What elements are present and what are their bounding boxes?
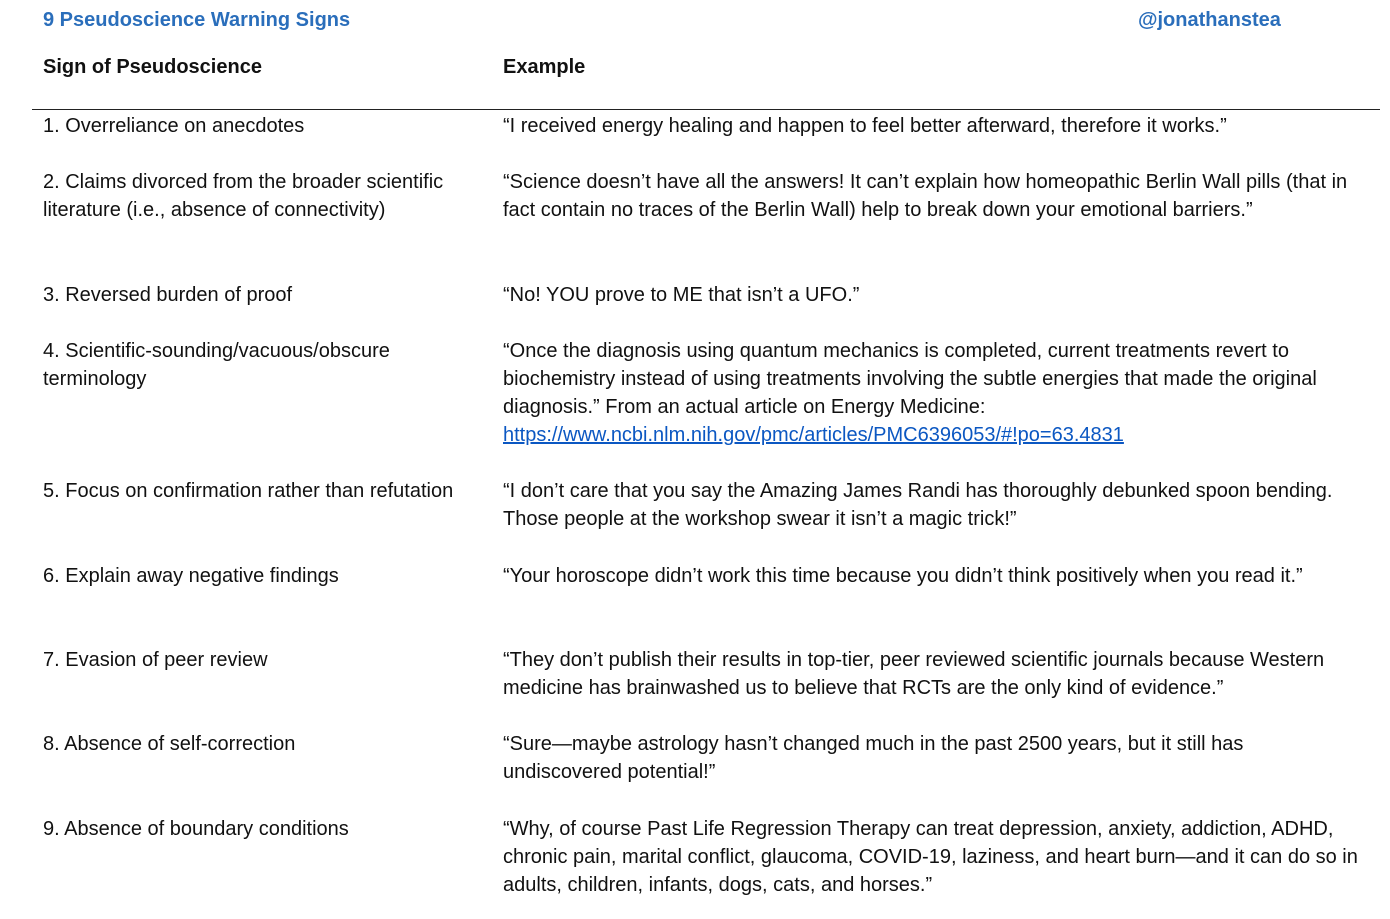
sign-cell: 4. Scientific-sounding/vacuous/obscure terminology [43, 340, 390, 390]
sign-cell: 7. Evasion of peer review [43, 649, 268, 671]
sign-cell: 1. Overreliance on anecdotes [43, 115, 305, 137]
example-cell: “No! YOU prove to ME that isn’t a UFO.” [503, 284, 860, 306]
author-handle: @jonathanstea [1138, 9, 1281, 31]
column-header-sign: Sign of Pseudoscience [43, 56, 262, 78]
energy-medicine-article-link[interactable]: https://www.ncbi.nlm.nih.gov/pmc/articles/PMC6396053/#!po=63.4831 [503, 424, 1124, 446]
example-cell: “I don’t care that you say the Amazing James Randi has thoroughly debunked spoon bending. Those people at the workshop swear it isn’t a magic trick!” [503, 480, 1333, 530]
sign-cell: 8. Absence of self-correction [43, 733, 296, 755]
page-title: 9 Pseudoscience Warning Signs [43, 9, 351, 31]
sign-cell: 6. Explain away negative findings [43, 565, 339, 587]
example-cell: “Science doesn’t have all the answers! It can’t explain how homeopathic Berlin Wall pills (that in fact contain no traces of the Berlin Wall) help to break down your emotional barriers.” [503, 171, 1348, 221]
sign-cell: 3. Reversed burden of proof [43, 284, 293, 306]
header-rule [32, 109, 1380, 110]
example-cell: “Sure—maybe astrology hasn’t changed much in the past 2500 years, but it still has undiscovered potential!” [503, 733, 1244, 783]
example-cell: “Your horoscope didn’t work this time because you didn’t think positively when you read it.” [503, 565, 1303, 587]
example-cell [503, 337, 1363, 449]
sign-cell: 9. Absence of boundary conditions [43, 818, 349, 840]
sign-cell: 2. Claims divorced from the broader scientific literature (i.e., absence of connectivity) [43, 171, 444, 221]
example-cell: “They don’t publish their results in top-tier, peer reviewed scientific journals because Western medicine has brainwashed us to believe that RCTs are the only kind of evidence.” [503, 649, 1325, 699]
example-cell: “Why, of course Past Life Regression Therapy can treat depression, anxiety, addiction, ADHD, chronic pain, marital conflict, glaucoma, COVID-19, laziness, and heart burn—and it can do so in adults, children, infants, dogs, cats, and horses.” [503, 818, 1358, 896]
example-cell: “I received energy healing and happen to feel better afterward, therefore it works.” [503, 115, 1227, 137]
example-text: “Once the diagnosis using quantum mechanics is completed, current treatments revert to biochemistry instead of using treatments involving the subtle energies that made the original diagnosis.” From an actual article on Energy Medicine: [503, 340, 1317, 418]
sign-cell: 5. Focus on confirmation rather than refutation [43, 480, 454, 502]
column-header-example: Example [503, 56, 586, 78]
